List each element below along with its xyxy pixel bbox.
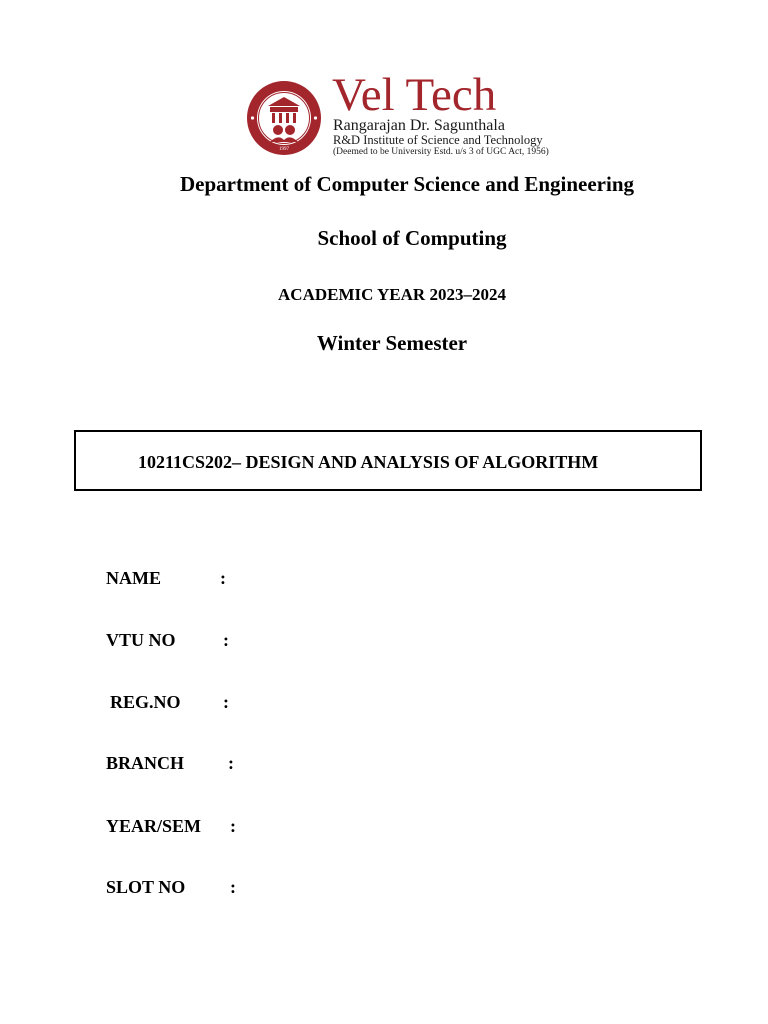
field-label: YEAR/SEM [106,816,202,836]
institution-seal-icon [246,80,322,156]
field-label: BRANCH [106,753,185,773]
course-title-box [74,430,702,491]
course-title: 10211CS202– DESIGN AND ANALYSIS OF ALGORITHM [138,452,599,472]
field-colon: : [220,568,226,588]
field-colon: : [230,877,236,897]
field-slot-no [106,877,236,898]
field-colon: : [223,630,229,650]
field-vtu-no [106,630,229,651]
academic-year: ACADEMIC YEAR 2023–2024 [278,285,506,304]
institution-logo [246,69,549,158]
field-colon: : [223,692,229,712]
semester-title: Winter Semester [316,331,468,355]
seal-year: 1997 [279,147,289,152]
field-label: VTU NO [106,630,176,650]
field-label: SLOT NO [106,877,186,897]
field-name [106,568,226,589]
brand-name: Vel Tech [332,69,497,121]
field-reg-no [110,692,229,713]
field-label: REG.NO [110,692,181,712]
brand-subtitle-line1: Rangarajan Dr. Sagunthala [333,117,505,134]
field-year-sem [106,816,236,837]
school-title: School of Computing [317,226,507,250]
field-label: NAME [106,568,161,588]
field-branch [106,753,234,774]
brand-subtitle-line2: R&D Institute of Science and Technology [333,133,543,147]
field-colon: : [230,816,236,836]
field-colon: : [228,753,234,773]
brand-subtitle-line3: (Deemed to be University Estd. u/s 3 of UGC Act, 1956) [333,147,549,157]
department-title: Department of Computer Science and Engineering [180,172,634,196]
